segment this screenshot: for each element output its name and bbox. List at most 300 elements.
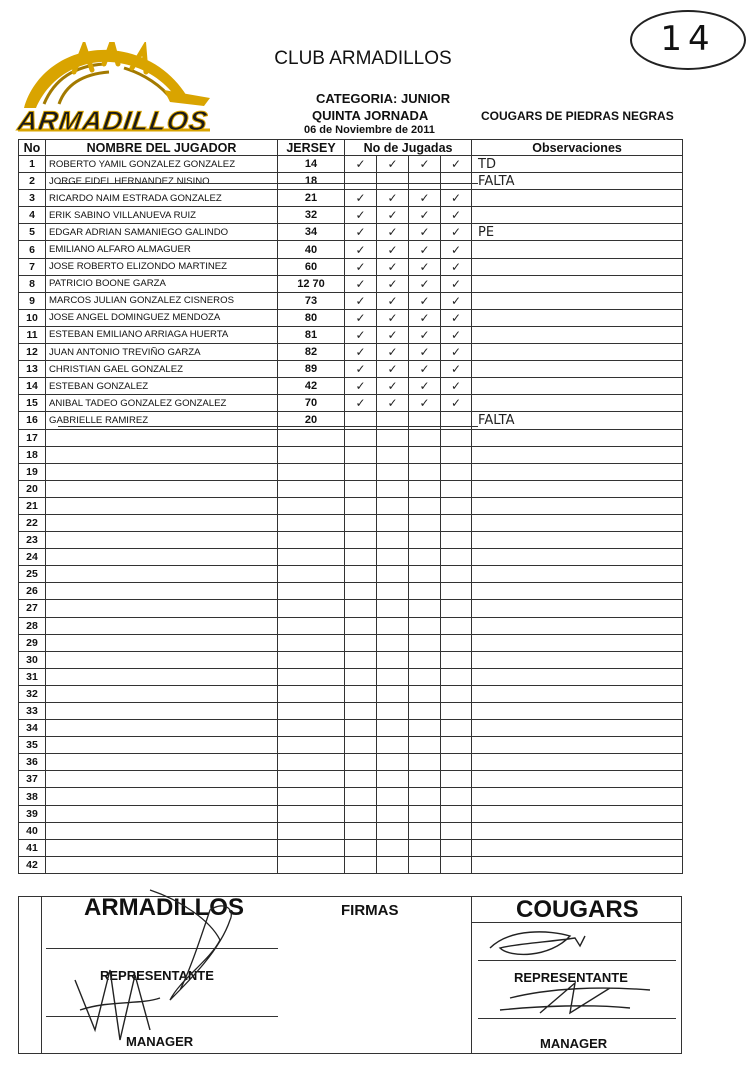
play-mark-4 — [441, 771, 472, 788]
row-number: 10 — [19, 309, 46, 326]
play-mark-1 — [345, 173, 377, 190]
jersey-number — [278, 720, 345, 737]
player-name — [46, 583, 278, 600]
row-number: 40 — [19, 822, 46, 839]
player-name — [46, 754, 278, 771]
play-mark-3 — [409, 173, 441, 190]
play-mark-1: ✓ — [345, 378, 377, 395]
play-mark-4 — [441, 856, 472, 873]
play-mark-4: ✓ — [441, 395, 472, 412]
opponent-label: COUGARS DE PIEDRAS NEGRAS — [481, 109, 674, 123]
play-mark-1: ✓ — [345, 275, 377, 292]
play-mark-1 — [345, 856, 377, 873]
table-row — [19, 668, 683, 685]
jersey-number: 14 — [278, 156, 345, 173]
jersey-number — [278, 429, 345, 446]
player-name — [46, 839, 278, 856]
player-name — [46, 822, 278, 839]
table-row — [19, 514, 683, 531]
row-number: 5 — [19, 224, 46, 241]
play-mark-1 — [345, 839, 377, 856]
play-mark-2 — [377, 480, 409, 497]
table-row — [19, 634, 683, 651]
row-number: 21 — [19, 497, 46, 514]
play-mark-3 — [409, 634, 441, 651]
table-row — [19, 549, 683, 566]
player-name — [46, 685, 278, 702]
table-row — [19, 703, 683, 720]
play-mark-2: ✓ — [377, 207, 409, 224]
strike-line-row-16 — [58, 426, 478, 427]
observation — [472, 737, 683, 754]
table-row — [19, 463, 683, 480]
jersey-number — [278, 668, 345, 685]
observation — [472, 258, 683, 275]
signature-box-margin — [18, 896, 42, 1054]
play-mark-4 — [441, 566, 472, 583]
observation — [472, 344, 683, 361]
play-mark-2 — [377, 532, 409, 549]
row-number: 1 — [19, 156, 46, 173]
round-label: QUINTA JORNADA — [312, 108, 429, 123]
player-name — [46, 617, 278, 634]
jersey-number — [278, 856, 345, 873]
player-name: JOSE ROBERTO ELIZONDO MARTINEZ — [46, 258, 278, 275]
play-mark-3: ✓ — [409, 361, 441, 378]
observation — [472, 463, 683, 480]
play-mark-2 — [377, 549, 409, 566]
header-observations: Observaciones — [472, 140, 683, 156]
play-mark-1 — [345, 668, 377, 685]
player-name — [46, 720, 278, 737]
table-row — [19, 805, 683, 822]
table-row — [19, 361, 683, 378]
table-row — [19, 839, 683, 856]
play-mark-2: ✓ — [377, 378, 409, 395]
play-mark-3 — [409, 446, 441, 463]
jersey-number: 12 70 — [278, 275, 345, 292]
play-mark-4: ✓ — [441, 241, 472, 258]
play-mark-1: ✓ — [345, 361, 377, 378]
representative-a-label: REPRESENTANTE — [100, 968, 214, 983]
play-mark-1 — [345, 566, 377, 583]
signature-box-divider — [471, 896, 472, 1054]
play-mark-4 — [441, 720, 472, 737]
play-mark-1: ✓ — [345, 326, 377, 343]
row-number: 30 — [19, 651, 46, 668]
player-name — [46, 600, 278, 617]
play-mark-3 — [409, 805, 441, 822]
jersey-number — [278, 754, 345, 771]
table-row — [19, 292, 683, 309]
player-name — [46, 805, 278, 822]
play-mark-2: ✓ — [377, 224, 409, 241]
play-mark-4 — [441, 737, 472, 754]
jersey-number — [278, 463, 345, 480]
play-mark-1 — [345, 685, 377, 702]
table-row — [19, 275, 683, 292]
play-mark-3: ✓ — [409, 241, 441, 258]
observation — [472, 668, 683, 685]
roster-body — [19, 156, 683, 874]
player-name: ANIBAL TADEO GONZALEZ GONZALEZ — [46, 395, 278, 412]
manager-b-label: MANAGER — [540, 1036, 608, 1051]
table-row — [19, 737, 683, 754]
row-number: 25 — [19, 566, 46, 583]
play-mark-4: ✓ — [441, 326, 472, 343]
armadillos-signatures — [60, 880, 260, 1050]
player-name: CHRISTIAN GAEL GONZALEZ — [46, 361, 278, 378]
play-mark-4 — [441, 532, 472, 549]
jersey-number — [278, 497, 345, 514]
play-mark-4 — [441, 446, 472, 463]
play-mark-1: ✓ — [345, 241, 377, 258]
player-name — [46, 566, 278, 583]
play-mark-1 — [345, 634, 377, 651]
play-mark-4: ✓ — [441, 361, 472, 378]
play-mark-4 — [441, 788, 472, 805]
player-name — [46, 703, 278, 720]
observation — [472, 497, 683, 514]
observation — [472, 788, 683, 805]
play-mark-4 — [441, 668, 472, 685]
observation — [472, 856, 683, 873]
club-title: CLUB ARMADILLOS — [274, 48, 452, 69]
observation — [472, 703, 683, 720]
table-row — [19, 224, 683, 241]
jersey-number — [278, 549, 345, 566]
player-name: EDGAR ADRIAN SAMANIEGO GALINDO — [46, 224, 278, 241]
row-number: 2 — [19, 173, 46, 190]
table-row — [19, 344, 683, 361]
observation — [472, 326, 683, 343]
table-row — [19, 326, 683, 343]
play-mark-4: ✓ — [441, 309, 472, 326]
table-row — [19, 856, 683, 873]
play-mark-2: ✓ — [377, 395, 409, 412]
play-mark-4: ✓ — [441, 258, 472, 275]
observation — [472, 754, 683, 771]
player-name — [46, 446, 278, 463]
play-mark-4 — [441, 822, 472, 839]
play-mark-3 — [409, 549, 441, 566]
table-row — [19, 190, 683, 207]
play-mark-3: ✓ — [409, 275, 441, 292]
player-name: GABRIELLE RAMIREZ — [46, 412, 278, 429]
table-row — [19, 497, 683, 514]
jersey-number — [278, 805, 345, 822]
play-mark-1 — [345, 463, 377, 480]
play-mark-1 — [345, 788, 377, 805]
jersey-number — [278, 839, 345, 856]
jersey-number: 18 — [278, 173, 345, 190]
play-mark-4: ✓ — [441, 292, 472, 309]
observation — [472, 600, 683, 617]
table-row — [19, 685, 683, 702]
player-name: MARCOS JULIAN GONZALEZ CISNEROS — [46, 292, 278, 309]
player-name: RICARDO NAIM ESTRADA GONZALEZ — [46, 190, 278, 207]
play-mark-2 — [377, 720, 409, 737]
play-mark-4 — [441, 480, 472, 497]
play-mark-2: ✓ — [377, 156, 409, 173]
player-name — [46, 634, 278, 651]
jersey-number — [278, 566, 345, 583]
play-mark-1: ✓ — [345, 258, 377, 275]
table-row — [19, 532, 683, 549]
observation — [472, 583, 683, 600]
play-mark-1 — [345, 600, 377, 617]
play-mark-1 — [345, 737, 377, 754]
cougars-signatures — [480, 918, 670, 1028]
play-mark-1 — [345, 480, 377, 497]
play-mark-2 — [377, 788, 409, 805]
jersey-number — [278, 514, 345, 531]
player-name: JORGE FIDEL HERNANDEZ NISINO — [46, 173, 278, 190]
jersey-number: 32 — [278, 207, 345, 224]
row-number: 34 — [19, 720, 46, 737]
table-row — [19, 241, 683, 258]
observation — [472, 190, 683, 207]
play-mark-2 — [377, 703, 409, 720]
row-number: 37 — [19, 771, 46, 788]
play-mark-2 — [377, 617, 409, 634]
observation: PE — [472, 224, 683, 241]
play-mark-2: ✓ — [377, 344, 409, 361]
play-mark-2 — [377, 685, 409, 702]
play-mark-3 — [409, 463, 441, 480]
row-number: 4 — [19, 207, 46, 224]
play-mark-4 — [441, 463, 472, 480]
play-mark-3 — [409, 685, 441, 702]
play-mark-4 — [441, 805, 472, 822]
jersey-number: 20 — [278, 412, 345, 429]
play-mark-2: ✓ — [377, 361, 409, 378]
play-mark-1: ✓ — [345, 224, 377, 241]
jersey-number — [278, 703, 345, 720]
table-row — [19, 446, 683, 463]
play-mark-4: ✓ — [441, 275, 472, 292]
jersey-number: 80 — [278, 309, 345, 326]
observation — [472, 771, 683, 788]
row-number: 22 — [19, 514, 46, 531]
play-mark-4: ✓ — [441, 207, 472, 224]
play-mark-2: ✓ — [377, 275, 409, 292]
play-mark-2 — [377, 651, 409, 668]
jersey-number — [278, 617, 345, 634]
play-mark-4 — [441, 754, 472, 771]
observation — [472, 395, 683, 412]
player-name: JUAN ANTONIO TREVIÑO GARZA — [46, 344, 278, 361]
play-mark-3 — [409, 771, 441, 788]
play-mark-1: ✓ — [345, 207, 377, 224]
representative-b-label: REPRESENTANTE — [514, 970, 628, 985]
player-name: ESTEBAN EMILIANO ARRIAGA HUERTA — [46, 326, 278, 343]
player-name: EMILIANO ALFARO ALMAGUER — [46, 241, 278, 258]
play-mark-4: ✓ — [441, 190, 472, 207]
play-mark-2: ✓ — [377, 241, 409, 258]
jersey-number — [278, 685, 345, 702]
observation — [472, 309, 683, 326]
row-number: 24 — [19, 549, 46, 566]
jersey-number: 42 — [278, 378, 345, 395]
play-mark-4 — [441, 497, 472, 514]
player-name — [46, 532, 278, 549]
jersey-number — [278, 634, 345, 651]
row-number: 28 — [19, 617, 46, 634]
observation — [472, 480, 683, 497]
logo-wordmark: ARMADILLOS — [15, 106, 211, 136]
play-mark-3 — [409, 514, 441, 531]
play-mark-2 — [377, 446, 409, 463]
play-mark-3 — [409, 651, 441, 668]
player-name — [46, 771, 278, 788]
jersey-number: 40 — [278, 241, 345, 258]
play-mark-3 — [409, 480, 441, 497]
row-number: 9 — [19, 292, 46, 309]
row-number: 26 — [19, 583, 46, 600]
team-b-title: COUGARS — [516, 896, 639, 923]
table-row — [19, 258, 683, 275]
row-number: 16 — [19, 412, 46, 429]
play-mark-4 — [441, 651, 472, 668]
observation — [472, 720, 683, 737]
play-mark-3: ✓ — [409, 309, 441, 326]
observation: FALTA — [472, 412, 683, 429]
play-mark-1: ✓ — [345, 292, 377, 309]
observation — [472, 378, 683, 395]
table-row — [19, 754, 683, 771]
play-mark-3: ✓ — [409, 378, 441, 395]
play-mark-2 — [377, 634, 409, 651]
table-row — [19, 156, 683, 173]
row-number: 33 — [19, 703, 46, 720]
play-mark-1: ✓ — [345, 309, 377, 326]
play-mark-3 — [409, 856, 441, 873]
player-name: ESTEBAN GONZALEZ — [46, 378, 278, 395]
play-mark-1 — [345, 497, 377, 514]
jersey-number — [278, 600, 345, 617]
play-mark-3: ✓ — [409, 344, 441, 361]
observation — [472, 361, 683, 378]
jersey-number — [278, 480, 345, 497]
jersey-number: 73 — [278, 292, 345, 309]
jersey-number — [278, 532, 345, 549]
play-mark-1 — [345, 771, 377, 788]
row-number: 12 — [19, 344, 46, 361]
header-plays: No de Jugadas — [345, 140, 472, 156]
table-row — [19, 822, 683, 839]
play-mark-1 — [345, 805, 377, 822]
play-mark-1 — [345, 617, 377, 634]
row-number: 15 — [19, 395, 46, 412]
table-row — [19, 651, 683, 668]
play-mark-3 — [409, 532, 441, 549]
observation — [472, 822, 683, 839]
play-mark-3: ✓ — [409, 395, 441, 412]
play-mark-3: ✓ — [409, 326, 441, 343]
player-name — [46, 788, 278, 805]
play-mark-1: ✓ — [345, 156, 377, 173]
row-number: 39 — [19, 805, 46, 822]
jersey-number — [278, 737, 345, 754]
table-row — [19, 720, 683, 737]
play-mark-3 — [409, 617, 441, 634]
play-mark-1 — [345, 446, 377, 463]
play-mark-3: ✓ — [409, 207, 441, 224]
play-mark-3 — [409, 583, 441, 600]
row-number: 23 — [19, 532, 46, 549]
play-mark-1 — [345, 822, 377, 839]
table-row — [19, 207, 683, 224]
play-mark-2 — [377, 668, 409, 685]
row-number: 13 — [19, 361, 46, 378]
play-mark-4 — [441, 685, 472, 702]
header-no: No — [19, 140, 46, 156]
jersey-number: 81 — [278, 326, 345, 343]
play-mark-4 — [441, 703, 472, 720]
play-mark-3 — [409, 497, 441, 514]
play-mark-2 — [377, 600, 409, 617]
jersey-number — [278, 446, 345, 463]
jersey-number — [278, 583, 345, 600]
play-mark-3 — [409, 668, 441, 685]
header-jersey: JERSEY — [278, 140, 345, 156]
row-number: 38 — [19, 788, 46, 805]
play-mark-4 — [441, 583, 472, 600]
observation — [472, 429, 683, 446]
table-row — [19, 771, 683, 788]
row-number: 7 — [19, 258, 46, 275]
player-name — [46, 651, 278, 668]
play-mark-1: ✓ — [345, 190, 377, 207]
row-number: 32 — [19, 685, 46, 702]
play-mark-3 — [409, 703, 441, 720]
row-number: 3 — [19, 190, 46, 207]
date-label: 06 de Noviembre de 2011 — [304, 124, 435, 136]
row-number: 14 — [19, 378, 46, 395]
manager-a-label: MANAGER — [126, 1034, 194, 1049]
play-mark-3 — [409, 788, 441, 805]
jersey-number: 89 — [278, 361, 345, 378]
play-mark-3: ✓ — [409, 258, 441, 275]
signatures-label: FIRMAS — [341, 902, 399, 919]
table-row — [19, 617, 683, 634]
observation — [472, 532, 683, 549]
row-number: 35 — [19, 737, 46, 754]
jersey-number: 70 — [278, 395, 345, 412]
roster-table — [18, 139, 683, 874]
play-mark-3 — [409, 720, 441, 737]
play-mark-2 — [377, 583, 409, 600]
play-mark-2 — [377, 566, 409, 583]
play-mark-2: ✓ — [377, 292, 409, 309]
play-mark-3: ✓ — [409, 190, 441, 207]
row-number: 42 — [19, 856, 46, 873]
play-mark-2 — [377, 737, 409, 754]
play-mark-4 — [441, 173, 472, 190]
observation — [472, 241, 683, 258]
row-number: 17 — [19, 429, 46, 446]
table-row — [19, 378, 683, 395]
play-mark-4: ✓ — [441, 378, 472, 395]
row-number: 6 — [19, 241, 46, 258]
table-row — [19, 429, 683, 446]
play-mark-1 — [345, 549, 377, 566]
play-mark-2: ✓ — [377, 326, 409, 343]
play-mark-1 — [345, 514, 377, 531]
play-mark-3 — [409, 737, 441, 754]
play-mark-2 — [377, 856, 409, 873]
